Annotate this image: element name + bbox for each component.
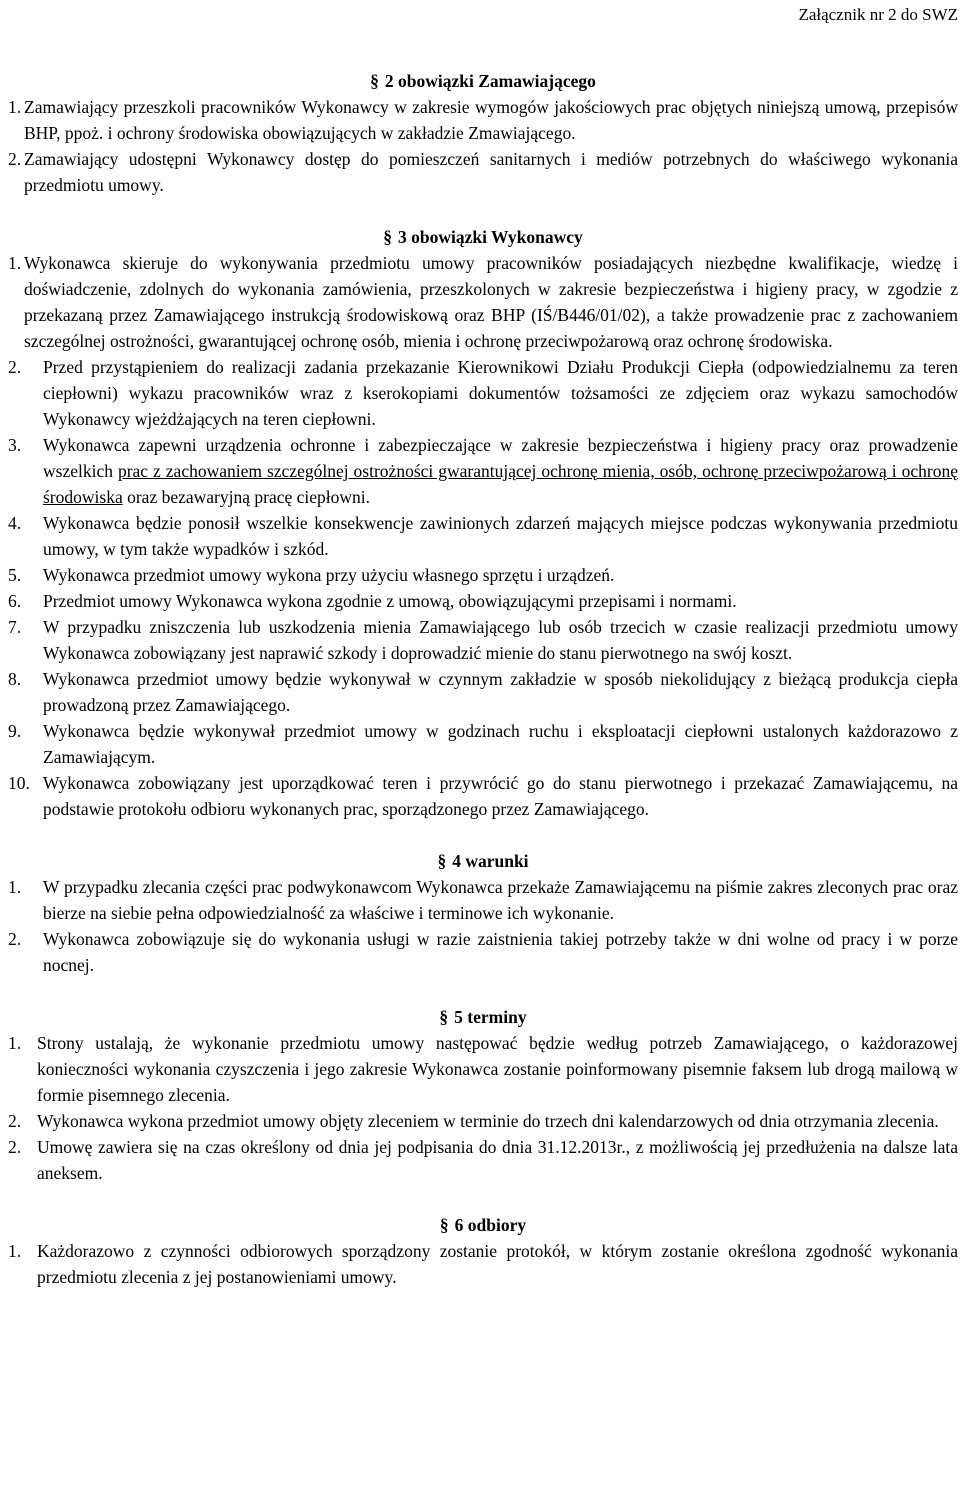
list-item: 6. Przedmiot umowy Wykonawca wykona zgodnie z umową, obowiązującymi przepisami i normami. [8, 591, 737, 611]
list-item: 8. Wykonawca przedmiot umowy będzie wykonywał w czynnym zakładzie w sposób niekolidujący z bieżącą produkcja ciepła prowadzoną przez Zamawiającego. [8, 669, 958, 715]
section-symbol: § [439, 1215, 449, 1235]
section-wykonawca-items [8, 250, 958, 822]
section-heading: § 3 obowiązki Wykonawcy [383, 227, 583, 247]
section-heading: § 2 obowiązki Zamawiającego [370, 71, 596, 91]
section-heading: § 6 odbiory [439, 1215, 527, 1235]
list-item: 7. W przypadku zniszczenia lub uszkodzenia mienia Zamawiającego lub osób trzecich w czasie realizacji przedmiotu umowy Wykonawca zobowiązany jest naprawić szkody i doprowadzić mienie do stanu pierwotnego na swój koszt. [8, 617, 958, 663]
underlined-text: prac z zachowaniem szczególnej ostrożności gwarantującej ochronę mienia, osób, ochronę przeciwpożarową i ochronę środowiska [43, 461, 958, 507]
list-item: 4. Wykonawca będzie ponosił wszelkie konsekwencje zawinionych zdarzeń mających miejsce podczas wykonywania przedmiotu umowy, w tym także wypadków i szkód. [8, 513, 958, 559]
list-item: 2. Wykonawca wykona przedmiot umowy objęty zleceniem w terminie do trzech dni kalendarzowych od dnia otrzymania zlecenia. [8, 1111, 939, 1131]
section-symbol: § [370, 71, 379, 91]
list-item: 2. Umowę zawiera się na czas określony od dnia jej podpisania do dnia 31.12.2013r., z możliwością jej przedłużenia na dalsze lata aneksem. [8, 1137, 958, 1183]
list-item: 1. Każdorazowo z czynności odbiorowych sporządzony zostanie protokół, w którym zostanie określona zgodność wykonania przedmiotu zlecenia z jej postanowieniami umowy. [8, 1241, 958, 1287]
section-wykonawca [8, 224, 958, 250]
list-item: 1. W przypadku zlecania części prac podwykonawcom Wykonawca przekaże Zamawiającemu na piśmie zakres zleconych prac oraz bierze na siebie pełna odpowiedzialność za właściwe i terminowe ich wykonanie. [8, 877, 958, 923]
annex-label: Załącznik nr 2 do SWZ [798, 5, 958, 24]
list-item: 5. Wykonawca przedmiot umowy wykona przy użyciu własnego sprzętu i urządzeń. [8, 565, 615, 585]
list-item: 1. Zamawiający przeszkoli pracowników Wykonawcy w zakresie wymogów jakościowych prac objętych niniejszą umową, przepisów BHP, ppoż. i ochrony środowiska obowiązujących w zakładzie Zmawiającego. [8, 97, 958, 143]
section-terminy [8, 1004, 958, 1186]
section-symbol: § [437, 851, 447, 871]
document-page [8, 0, 958, 1290]
section-heading: § 4 warunki [437, 851, 529, 871]
section-odbiory [8, 1212, 958, 1290]
section-symbol: § [383, 227, 392, 247]
list-item: 2. Przed przystąpieniem do realizacji zadania przekazanie Kierownikowi Działu Produkcji Ciepła (odpowiedzialnemu za teren ciepłowni) wykazu pracowników wraz z kserokopiami dokumentów tożsamości ze zdjęciem oraz wykazu samochodów Wykonawcy wjeżdżających na teren ciepłowni. [8, 357, 958, 429]
list-item: 2. Zamawiający udostępni Wykonawcy dostęp do pomieszczeń sanitarnych i mediów potrzebnych do właściwego wykonania przedmiotu umowy. [8, 149, 958, 195]
list-item: 10. Wykonawca zobowiązany jest uporządkować teren i przywrócić go do stanu pierwotnego i przekazać Zamawiającemu, na podstawie protokołu odbioru wykonanych prac, sporządzonego przez Zamawiającego. [8, 773, 958, 819]
section-symbol: § [439, 1007, 449, 1027]
section-heading: § 5 terminy [439, 1007, 527, 1027]
section-warunki [8, 848, 958, 978]
section-zamawiajacy [8, 68, 958, 198]
list-item: 1. Wykonawca skieruje do wykonywania przedmiotu umowy pracowników posiadających niezbędne kwalifikacje, wiedzę i doświadczenie, zdolnych do wykonania zamówienia, przeszkolonych w zakresie bezpieczeństwa i higieny pracy, w zgodzie z przekazaną przez Zamawiającego instrukcją środowiskową oraz BHP (IŚ/B446/01/02), a także prowadzenie prac z zachowaniem szczególnej ostrożności, gwarantującej ochronę osób, mienia i ochronę przeciwpożarową oraz ochronę środowiska. [8, 253, 958, 351]
list-item: 3. Wykonawca zapewni urządzenia ochronne i zabezpieczające w zakresie bezpieczeństwa i higieny pracy oraz prowadzenie wszelkich prac z zachowaniem szczególnej ostrożności gwarantującej ochronę mienia, osób, ochronę przeciwpożarową i ochronę środowiska oraz bezawaryjną pracę ciepłowni. [8, 435, 958, 507]
list-item: 1. Strony ustalają, że wykonanie przedmiotu umowy następować będzie według potrzeb Zamawiającego, o każdorazowej konieczności wykonania czyszczenia i jego zakresie Wykonawca zostanie poinformowany pisemnie faksem lub drogą mailową w formie pisemnego zlecenia. [8, 1033, 958, 1105]
list-item: 9. Wykonawca będzie wykonywał przedmiot umowy w godzinach ruchu i eksploatacji ciepłowni ustalonych każdorazowo z Zamawiającym. [8, 721, 958, 767]
list-item: 2. Wykonawca zobowiązuje się do wykonania usługi w razie zaistnienia takiej potrzeby także w dni wolne od pracy i w porze nocnej. [8, 929, 958, 975]
